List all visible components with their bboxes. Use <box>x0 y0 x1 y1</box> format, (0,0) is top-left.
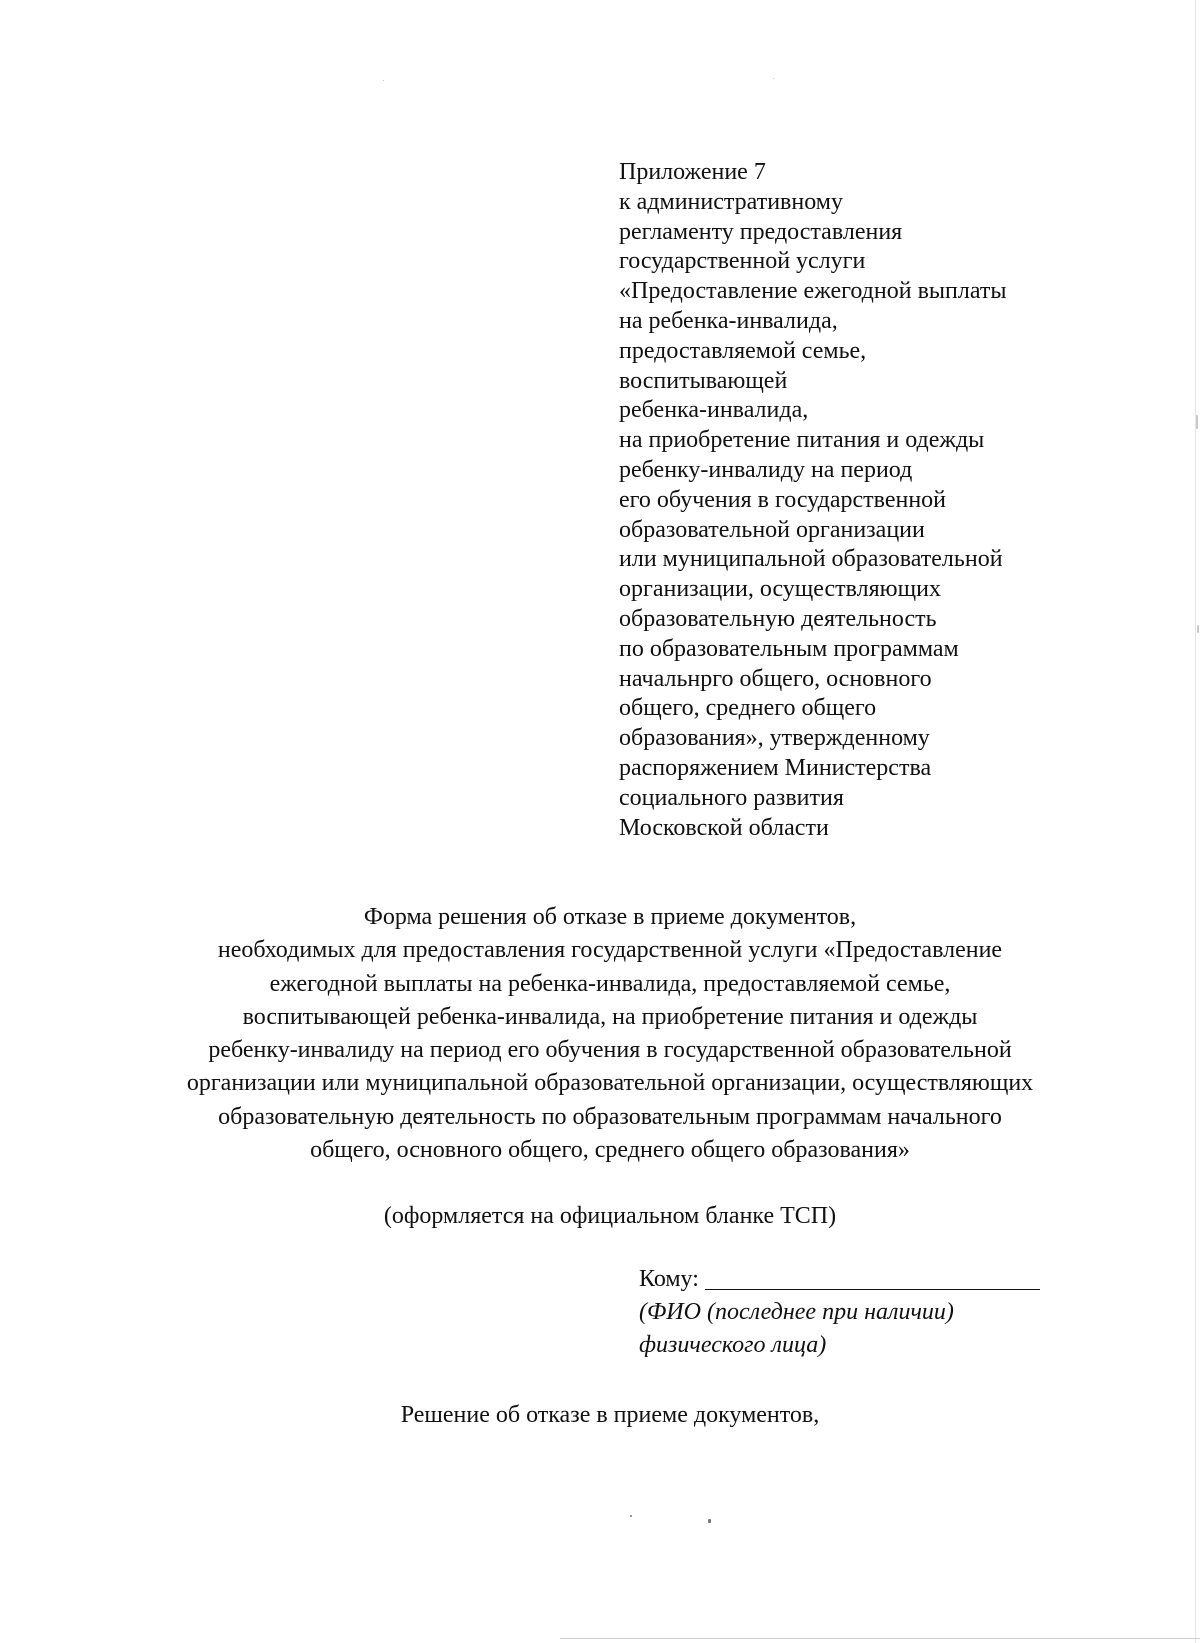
annex-line: на приобретение питания и одежды <box>619 427 985 454</box>
annex-line: образовательную деятельность <box>619 605 937 632</box>
scan-speck <box>708 1519 711 1523</box>
recipient-hint: физического лица) <box>639 1332 827 1358</box>
annex-line: распоряжением Министерства <box>619 754 932 781</box>
annex-line: по образовательным программам <box>619 635 959 662</box>
annex-line: к административному <box>619 188 843 215</box>
recipient-blank-line <box>705 1267 1040 1290</box>
scan-speck <box>773 78 774 79</box>
recipient-row <box>639 1263 1089 1296</box>
scan-speck <box>1196 415 1198 429</box>
form-title-line: образовательную деятельность по образовательным программам начального <box>218 1103 1002 1130</box>
form-title-line: ребенку-инвалиду на период его обучения в государственной образовательной <box>208 1037 1012 1064</box>
annex-line: на ребенка-инвалида, <box>619 307 838 334</box>
scan-speck <box>630 1515 632 1517</box>
bottom-scan-edge <box>560 1638 1200 1639</box>
annex-header <box>619 158 1089 843</box>
annex-line: организации, осуществляющих <box>619 576 941 603</box>
recipient-block <box>639 1263 1089 1362</box>
annex-line: ребенку-инвалиду на период <box>619 456 913 483</box>
scan-edge <box>1195 0 1196 1643</box>
annex-line: Московской области <box>619 814 829 841</box>
annex-line: Приложение 7 <box>619 159 766 185</box>
annex-line: образовательной организации <box>619 516 925 543</box>
annex-line: образования», утвержденному <box>619 725 930 752</box>
annex-line: «Предоставление ежегодной выплаты <box>619 278 1007 305</box>
annex-line: общего, среднего общего <box>619 695 877 722</box>
annex-line: начальнрго общего, основного <box>619 665 932 692</box>
annex-line: его обучения в государственной <box>619 486 947 513</box>
form-title <box>110 901 1110 1167</box>
annex-line: социального развития <box>619 784 844 811</box>
recipient-hint: (ФИО (последнее при наличии) <box>639 1299 954 1325</box>
scan-speck <box>1197 625 1199 633</box>
form-title-line: организации или муниципальной образовательной организации, осуществляющих <box>186 1070 1034 1097</box>
form-title-line: Форма решения об отказе в приеме документов, <box>363 904 857 930</box>
form-title-line: ежегодной выплаты на ребенка-инвалида, предоставляемой семье, <box>269 970 951 997</box>
annex-line: или муниципальной образовательной <box>619 546 1003 573</box>
form-title-line: общего, основного общего, среднего общего образования» <box>310 1137 910 1164</box>
annex-line: государственной услуги <box>619 248 866 275</box>
annex-line: воспитывающей <box>619 367 788 394</box>
form-title-line: воспитывающей ребенка-инвалида, на приобретение питания и одежды <box>242 1003 978 1030</box>
annex-line: предоставляемой семье, <box>619 337 867 364</box>
scan-speck <box>383 80 384 81</box>
letterhead-note: (оформляется на официальном бланке ТСП) <box>383 1203 837 1229</box>
annex-line: регламенту предоставления <box>619 218 903 245</box>
decision-title: Решение об отказе в приеме документов, <box>400 1402 820 1428</box>
annex-line: ребенка-инвалида, <box>619 397 809 424</box>
recipient-label: Кому: <box>639 1266 699 1292</box>
form-title-line: необходимых для предоставления государственной услуги «Предоставление <box>217 937 1003 964</box>
